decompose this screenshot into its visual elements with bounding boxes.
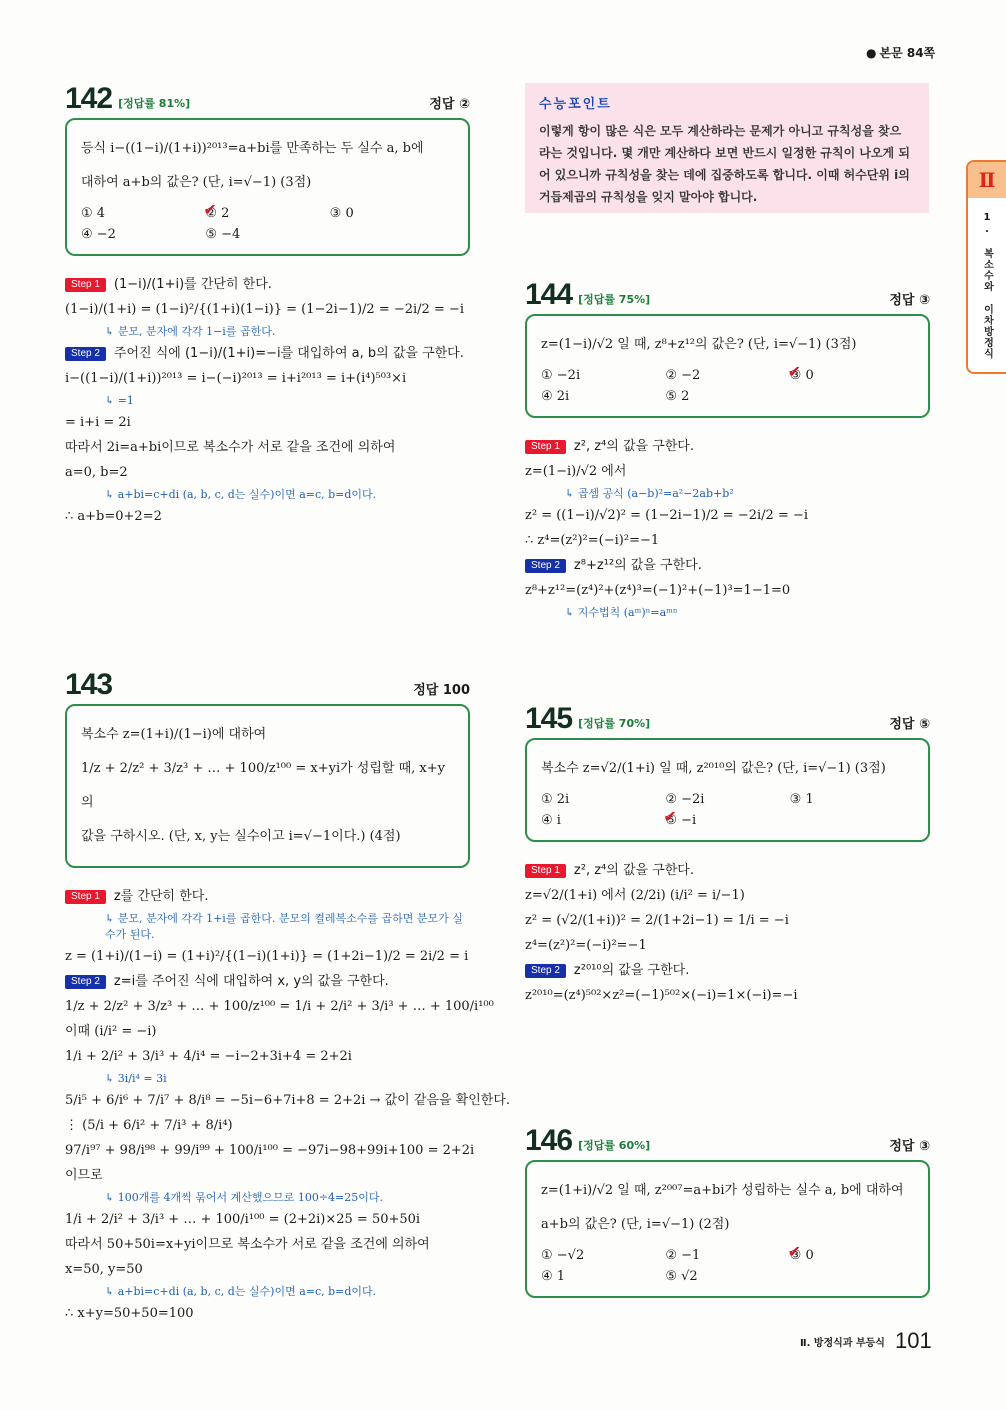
correct-rate: [정답률 75%] xyxy=(578,293,651,306)
exam-point-title: 수능포인트 xyxy=(539,97,612,112)
question-line: 값을 구하시오. (단, x, y는 실수이고 i=√−1이다.) (4점) xyxy=(81,829,401,844)
exam-point-line: 이렇게 항이 많은 식은 모두 계산하라는 문제가 아니고 규칙성을 찾으 xyxy=(539,124,902,138)
problem-number: 143 xyxy=(65,668,113,701)
answer-label: 정답 ⑤ xyxy=(889,717,930,732)
correct-rate: [정답률 81%] xyxy=(118,97,191,110)
choice[interactable]: ① −√2 xyxy=(541,1248,585,1263)
annotation-note: ↳ 분모, 분자에 각각 1+i를 곱한다. 분모의 켤레복소수를 곱하면 분모가 실수가 된다. xyxy=(65,911,470,943)
answer-choices xyxy=(541,1248,914,1284)
annotation-note: ↳ 3i/i⁴ = 3i xyxy=(65,1071,470,1087)
problem-header xyxy=(525,278,930,310)
math-line: x=50, y=50 xyxy=(65,1262,143,1277)
choice[interactable]: ② −2 xyxy=(665,368,701,383)
choice[interactable]: ⑤ √2 xyxy=(665,1269,698,1284)
math-line: 5/i⁵ + 6/i⁶ + 7/i⁷ + 8/i⁸ = −5i−6+7i+8 = 2+2i → 값이 같음을 확인한다. xyxy=(65,1093,511,1108)
math-line: z=√2/(1+i) 에서 (2/2i) (i/i² = i/−1) xyxy=(525,888,745,903)
math-line: a=0, b=2 xyxy=(65,465,128,480)
choice[interactable]: ④ −2 xyxy=(81,227,116,242)
question-line: 1/z + 2/z² + 3/z³ + … + 100/z¹⁰⁰ = x+yi가 성립할 때, x+y의 xyxy=(81,761,445,810)
annotation-note: ↳ 곱셈 공식 (a−b)²=a²−2ab+b² xyxy=(525,486,930,502)
math-line: ⋮ (5/i + 6/i² + 7/i³ + 8/i⁴) xyxy=(65,1118,233,1133)
choice[interactable]: ⑤ 2 xyxy=(665,389,690,404)
annotation-note: ↳ =1 xyxy=(65,393,470,409)
choice[interactable]: ③ 0 xyxy=(329,206,354,221)
problem-header xyxy=(65,668,470,700)
choice[interactable]: ① −2i xyxy=(541,368,581,383)
solution xyxy=(65,886,511,1325)
solution xyxy=(65,274,470,528)
annotation-note: ↳ 분모, 분자에 각각 1−i를 곱한다. xyxy=(65,324,470,340)
question-line: 복소수 z=(1+i)/(1−i)에 대하여 xyxy=(81,727,267,742)
math-line: z² = ((1−i)/√2)² = (1−2i−1)/2 = −2i/2 = −i xyxy=(525,508,809,523)
choice[interactable]: ② −2i xyxy=(665,792,705,807)
answer-label: 정답 100 xyxy=(413,683,470,698)
answer-label: 정답 ② xyxy=(429,97,470,112)
question-box xyxy=(525,1160,930,1298)
step-title: z², z⁴의 값을 구한다. xyxy=(573,439,695,454)
solution xyxy=(525,436,930,621)
answer-label: 정답 ③ xyxy=(889,293,930,308)
solution-step-1 xyxy=(65,274,470,296)
annotation-note: ↳ a+bi=c+di (a, b, c, d는 실수)이면 a=c, b=d이다. xyxy=(65,1284,470,1300)
math-line: 이므로 xyxy=(65,1168,103,1183)
problem-142 xyxy=(65,82,470,531)
solution-step-1 xyxy=(65,886,470,908)
choice[interactable]: ③ 1 xyxy=(789,792,814,807)
problem-header xyxy=(525,702,930,734)
step-badge: Step 1 xyxy=(525,440,566,454)
problem-number: 146 xyxy=(525,1124,573,1157)
answer-choices xyxy=(541,368,914,404)
choice-correct[interactable]: ✔ ③ 0 xyxy=(790,368,914,383)
math-line: 1/z + 2/z² + 3/z³ + … + 100/z¹⁰⁰ = 1/i + 2/i² + 3/i³ + … + 100/i¹⁰⁰ xyxy=(65,999,494,1014)
math-line: 97/i⁹⁷ + 98/i⁹⁸ + 99/i⁹⁹ + 100/i¹⁰⁰ = −97i−98+99i+100 = 2+2i xyxy=(65,1143,475,1158)
solution-step-1 xyxy=(525,436,930,458)
math-line: z = (1+i)/(1−i) = (1+i)²/{(1−i)(1+i)} = (1+2i−1)/2 = 2i/2 = i xyxy=(65,949,469,964)
math-line: 이때 (i/i² = −i) xyxy=(65,1024,157,1039)
problem-header xyxy=(525,1124,930,1156)
step-title: z², z⁴의 값을 구한다. xyxy=(573,863,695,878)
question-box xyxy=(65,704,470,868)
step-title: z²⁰¹⁰의 값을 구한다. xyxy=(573,963,690,978)
math-line: ∴ a+b=0+2=2 xyxy=(65,509,162,524)
exam-point-line: 어 있으니까 규칙성을 찾는 데에 집중하도록 합니다. 이때 허수단위 i의 xyxy=(539,168,910,182)
math-line: 1/i + 2/i² + 3/i³ + … + 100/i¹⁰⁰ = (2+2i)×25 = 50+50i xyxy=(65,1212,421,1227)
solution-step-2 xyxy=(525,960,930,982)
choice[interactable]: ④ i xyxy=(541,813,561,828)
math-line: z² = (√2/(1+i))² = 2/(1+2i−1) = 1/i = −i xyxy=(525,913,789,928)
chapter-side-tab[interactable] xyxy=(966,160,1006,374)
chapter-roman-numeral: Ⅱ xyxy=(968,162,1006,198)
solution-step-2 xyxy=(65,971,470,993)
correct-rate: [정답률 70%] xyxy=(578,717,651,730)
step-badge: Step 2 xyxy=(525,964,566,978)
choice-correct[interactable]: ✔ ⑤ −i xyxy=(665,813,789,828)
step-title: (1−i)/(1+i)를 간단히 한다. xyxy=(113,277,272,292)
math-line: ∴ z⁴=(z²)²=(−i)²=−1 xyxy=(525,533,660,548)
problem-header xyxy=(65,82,470,114)
question-box xyxy=(525,738,930,842)
math-line: 1/i + 2/i² + 3/i³ + 4/i⁴ = −i−2+3i+4 = 2+2i xyxy=(65,1049,352,1064)
step-title: 주어진 식에 (1−i)/(1+i)=−i를 대입하여 a, b의 값을 구한다. xyxy=(113,346,464,361)
choice-correct[interactable]: ✔ ③ 0 xyxy=(790,1248,914,1263)
section-label: 1. 복소수와 이차방정식 xyxy=(981,212,993,359)
solution-step-2 xyxy=(65,343,470,365)
math-line: (1−i)/(1+i) = (1−i)²/{(1+i)(1−i)} = (1−2i−1)/2 = −2i/2 = −i xyxy=(65,302,465,317)
step-badge: Step 1 xyxy=(65,278,106,292)
page-reference: ● 본문 84쪽 xyxy=(866,44,935,61)
question-box xyxy=(65,118,470,256)
question-box xyxy=(525,314,930,418)
question-line: 등식 i−((1−i)/(1+i))²⁰¹³=a+bi를 만족하는 두 실수 a, b에 xyxy=(81,141,424,156)
problem-number: 144 xyxy=(525,278,573,311)
choice[interactable]: ⑤ −4 xyxy=(205,227,241,242)
correct-rate: [정답률 60%] xyxy=(578,1139,651,1152)
step-title: z를 간단히 한다. xyxy=(113,889,209,904)
question-line: 대하여 a+b의 값은? (단, i=√−1) (3점) xyxy=(81,175,312,190)
step-badge: Step 2 xyxy=(525,559,566,573)
step-title: z=i를 주어진 식에 대입하여 x, y의 값을 구한다. xyxy=(113,974,389,989)
question-line: 복소수 z=√2/(1+i) 일 때, z²⁰¹⁰의 값은? (단, i=√−1) (3점) xyxy=(541,761,886,776)
answer-choices xyxy=(81,206,454,242)
solution xyxy=(525,860,930,1007)
answer-choices xyxy=(541,792,914,828)
math-line: 따라서 50+50i=x+yi이므로 복소수가 서로 같을 조건에 의하여 xyxy=(65,1237,430,1252)
exam-point-line: 라는 것입니다. 몇 개만 계산하다 보면 반드시 일정한 규칙이 나오게 되 xyxy=(539,146,910,160)
step-badge: Step 2 xyxy=(65,975,106,989)
question-line: a+b의 값은? (단, i=√−1) (2점) xyxy=(541,1217,730,1232)
math-line: 따라서 2i=a+bi이므로 복소수가 서로 같을 조건에 의하여 xyxy=(65,440,396,455)
choice[interactable]: ④ 2i xyxy=(541,389,570,404)
math-line: = i+i = 2i xyxy=(65,415,131,430)
choice[interactable]: ① 2i xyxy=(541,792,570,807)
math-line: z²⁰¹⁰=(z⁴)⁵⁰²×z²=(−1)⁵⁰²×(−i)=1×(−i)=−i xyxy=(525,988,798,1003)
step-badge: Step 2 xyxy=(65,347,106,361)
solution-step-2 xyxy=(525,555,930,577)
choice[interactable]: ① 4 xyxy=(81,206,106,221)
math-line: ∴ x+y=50+50=100 xyxy=(65,1306,194,1321)
step-badge: Step 1 xyxy=(525,864,566,878)
question-line: z=(1−i)/√2 일 때, z⁸+z¹²의 값은? (단, i=√−1) (3점) xyxy=(541,337,857,352)
problem-number: 145 xyxy=(525,702,573,735)
exam-point-box xyxy=(525,83,929,213)
problem-143 xyxy=(65,668,511,1328)
choice[interactable]: ② −1 xyxy=(665,1248,701,1263)
step-badge: Step 1 xyxy=(65,890,106,904)
choice-correct[interactable]: ✔ ② 2 xyxy=(205,206,329,221)
page-footer xyxy=(800,1328,932,1354)
annotation-note: ↳ 지수법칙 (aᵐ)ⁿ=aᵐⁿ xyxy=(525,605,930,621)
problem-145 xyxy=(525,702,930,1010)
page-number: 101 xyxy=(894,1328,932,1353)
solution-step-1 xyxy=(525,860,930,882)
answer-label: 정답 ③ xyxy=(889,1139,930,1154)
annotation-note: ↳ a+bi=c+di (a, b, c, d는 실수)이면 a=c, b=d이다. xyxy=(65,487,470,503)
step-title: z⁸+z¹²의 값을 구한다. xyxy=(573,558,702,573)
problem-146 xyxy=(525,1124,930,1298)
problem-144 xyxy=(525,278,930,621)
math-line: z⁸+z¹²=(z⁴)²+(z⁴)³=(−1)²+(−1)³=1−1=0 xyxy=(525,583,791,598)
exam-point-line: 거듭제곱의 규칙성을 잊지 말아야 합니다. xyxy=(539,190,758,204)
question-line: z=(1+i)/√2 일 때, z²⁰⁰⁷=a+bi가 성립하는 실수 a, b에 대하여 xyxy=(541,1183,904,1198)
math-line: z⁴=(z²)²=(−i)²=−1 xyxy=(525,938,647,953)
problem-number: 142 xyxy=(65,82,113,115)
math-line: i−((1−i)/(1+i))²⁰¹³ = i−(−i)²⁰¹³ = i+i²⁰¹³ = i+(i⁴)⁵⁰³×i xyxy=(65,371,407,386)
math-line: z=(1−i)/√2 에서 xyxy=(525,464,627,479)
chapter-title: Ⅱ. 방정식과 부등식 xyxy=(800,1337,885,1349)
annotation-note: ↳ 100개를 4개씩 묶어서 계산했으므로 100÷4=25이다. xyxy=(65,1190,470,1206)
choice[interactable]: ④ 1 xyxy=(541,1269,566,1284)
